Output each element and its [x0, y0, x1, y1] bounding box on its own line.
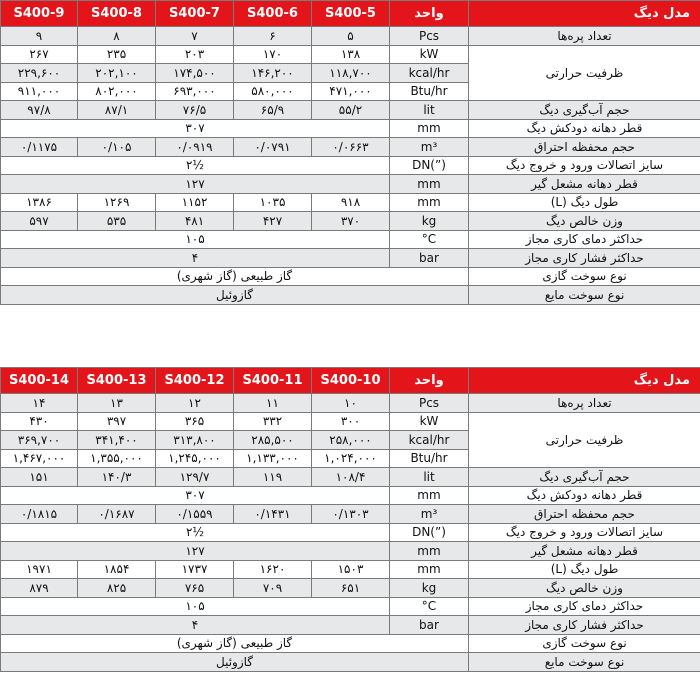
- model-header: S400-14: [1, 368, 78, 394]
- value-cell: ۳۴۱,۴۰۰: [78, 431, 156, 450]
- model-header: S400-9: [1, 1, 78, 27]
- value-cell: ۳۶۹,۷۰۰: [1, 431, 78, 450]
- value-cell-merged: ۴: [1, 249, 390, 268]
- value-cell: ۵۸۰,۰۰۰: [234, 82, 312, 101]
- row-label: طول دیگ (L): [469, 193, 700, 212]
- row-burner: [1, 175, 700, 194]
- value-cell: ۱۱: [234, 394, 312, 413]
- row-label: حجم آب‌گیری دیگ: [469, 101, 700, 120]
- value-cell: ۳۶۵: [156, 412, 234, 431]
- model-label-header: مدل دیگ: [469, 1, 700, 27]
- value-cell: ۵۵/۲: [312, 101, 390, 120]
- value-cell: ۱۳۸: [312, 45, 390, 64]
- model-header: S400-7: [156, 1, 234, 27]
- row-pressure: [1, 616, 700, 635]
- row-sections: [1, 27, 700, 46]
- value-cell: ۲۰۳: [156, 45, 234, 64]
- row-weight: [1, 212, 700, 231]
- value-cell: ۰/۱۰۵: [78, 138, 156, 157]
- value-cell: ۰/۱۳۰۳: [312, 505, 390, 524]
- value-cell: ۵۹۷: [1, 212, 78, 231]
- value-cell: ۱۰: [312, 394, 390, 413]
- value-cell: ۱,۲۴۵,۰۰۰: [156, 449, 234, 468]
- row-label-capacity: ظرفیت حرارتی: [469, 412, 700, 468]
- row-kw: [1, 45, 700, 64]
- value-cell: ۱,۴۶۷,۰۰۰: [1, 449, 78, 468]
- unit-cell: bar: [390, 249, 469, 268]
- value-cell: ۳۰۰: [312, 412, 390, 431]
- header-row: [1, 1, 700, 27]
- value-cell: ۱۷۰: [234, 45, 312, 64]
- value-cell: ۰/۰۶۶۳: [312, 138, 390, 157]
- unit-header: واحد: [390, 1, 469, 27]
- model-label-header: مدل دیگ: [469, 368, 700, 394]
- row-water: [1, 101, 700, 120]
- value-cell: ۱۷۴,۵۰۰: [156, 64, 234, 83]
- row-weight: [1, 579, 700, 598]
- row-water: [1, 468, 700, 487]
- spec-table-2: [0, 367, 700, 672]
- value-cell: ۹: [1, 27, 78, 46]
- row-connections: [1, 523, 700, 542]
- unit-cell: kW: [390, 45, 469, 64]
- unit-cell: lit: [390, 468, 469, 487]
- unit-cell: lit: [390, 101, 469, 120]
- unit-cell: mm: [390, 542, 469, 561]
- value-cell: ۸۷/۱: [78, 101, 156, 120]
- value-cell: ۴۸۱: [156, 212, 234, 231]
- value-cell: ۲۲۹,۶۰۰: [1, 64, 78, 83]
- value-cell: ۰/۱۸۱۵: [1, 505, 78, 524]
- value-cell: ۱۶۲۰: [234, 560, 312, 579]
- value-cell: ۱۳: [78, 394, 156, 413]
- value-cell-merged: ۳۰۷: [1, 486, 390, 505]
- value-cell: ۶۵/۹: [234, 101, 312, 120]
- row-label: حجم آب‌گیری دیگ: [469, 468, 700, 487]
- value-cell: ۱۴۶,۲۰۰: [234, 64, 312, 83]
- spec-table-1: [0, 0, 700, 305]
- row-length: [1, 560, 700, 579]
- unit-cell: kg: [390, 212, 469, 231]
- value-cell: ۱,۱۳۳,۰۰۰: [234, 449, 312, 468]
- value-cell-merged: ۴: [1, 616, 390, 635]
- row-label: حداکثر دمای کاری مجاز: [469, 230, 700, 249]
- unit-header: واحد: [390, 368, 469, 394]
- value-cell: ۹۱۱,۰۰۰: [1, 82, 78, 101]
- unit-cell: DN(”): [390, 156, 469, 175]
- row-liquid-fuel: [1, 286, 700, 305]
- row-label: حداکثر دمای کاری مجاز: [469, 597, 700, 616]
- value-cell: ۴۳۰: [1, 412, 78, 431]
- value-cell: ۰/۰۷۹۱: [234, 138, 312, 157]
- value-cell: ۲۶۷: [1, 45, 78, 64]
- row-label: قطر دهانه مشعل گیر: [469, 175, 700, 194]
- row-burner: [1, 542, 700, 561]
- value-cell: ۶۹۳,۰۰۰: [156, 82, 234, 101]
- value-cell: ۱۲: [156, 394, 234, 413]
- row-length: [1, 193, 700, 212]
- value-cell: ۱۸۵۴: [78, 560, 156, 579]
- row-flue: [1, 486, 700, 505]
- unit-cell: mm: [390, 175, 469, 194]
- unit-cell: kcal/hr: [390, 64, 469, 83]
- row-label: قطر دهانه دودکش دیگ: [469, 119, 700, 138]
- row-label: طول دیگ (L): [469, 560, 700, 579]
- value-cell: ۸۷۹: [1, 579, 78, 598]
- row-liquid-fuel: [1, 653, 700, 672]
- model-header: S400-5: [312, 1, 390, 27]
- row-label: حداکثر فشار کاری مجاز: [469, 616, 700, 635]
- value-cell: ۱۹۷۱: [1, 560, 78, 579]
- unit-cell: Pcs: [390, 27, 469, 46]
- unit-cell: °C: [390, 597, 469, 616]
- model-header: S400-11: [234, 368, 312, 394]
- row-label: تعداد پره‌ها: [469, 394, 700, 413]
- value-cell: ۱۵۱: [1, 468, 78, 487]
- value-cell: ۲۳۵: [78, 45, 156, 64]
- row-connections: [1, 156, 700, 175]
- unit-cell: mm: [390, 119, 469, 138]
- value-cell: ۱۲۹/۷: [156, 468, 234, 487]
- row-pressure: [1, 249, 700, 268]
- value-cell: ۱۰۳۵: [234, 193, 312, 212]
- row-label: نوع سوخت مایع: [469, 286, 700, 305]
- row-label: وزن خالص دیگ: [469, 579, 700, 598]
- model-header: S400-10: [312, 368, 390, 394]
- value-cell: ۴۷۱,۰۰۰: [312, 82, 390, 101]
- value-cell-merged: ۱۲۷: [1, 175, 390, 194]
- value-cell: ۰/۱۱۷۵: [1, 138, 78, 157]
- row-flue: [1, 119, 700, 138]
- row-chamber: [1, 138, 700, 157]
- value-cell: ۸۰۲,۰۰۰: [78, 82, 156, 101]
- model-header: S400-12: [156, 368, 234, 394]
- value-cell-merged: گاز طبیعی (گاز شهری): [1, 267, 469, 286]
- value-cell: ۸: [78, 27, 156, 46]
- value-cell: ۵۳۵: [78, 212, 156, 231]
- value-cell: ۱۲۶۹: [78, 193, 156, 212]
- row-gas-fuel: [1, 634, 700, 653]
- value-cell: ۳۱۳,۸۰۰: [156, 431, 234, 450]
- value-cell: ۶۵۱: [312, 579, 390, 598]
- value-cell: ۴۲۷: [234, 212, 312, 231]
- row-label: نوع سوخت گازی: [469, 267, 700, 286]
- value-cell: ۱۱۵۲: [156, 193, 234, 212]
- value-cell: ۱,۳۵۵,۰۰۰: [78, 449, 156, 468]
- value-cell: ۳۹۷: [78, 412, 156, 431]
- unit-cell: m³: [390, 505, 469, 524]
- row-chamber: [1, 505, 700, 524]
- value-cell: ۱,۰۲۴,۰۰۰: [312, 449, 390, 468]
- value-cell: ۵: [312, 27, 390, 46]
- value-cell: ۳۷۰: [312, 212, 390, 231]
- row-label: حجم محفظه احتراق: [469, 505, 700, 524]
- value-cell: ۰/۱۴۳۱: [234, 505, 312, 524]
- row-label-capacity: ظرفیت حرارتی: [469, 45, 700, 101]
- value-cell: ۱۷۳۷: [156, 560, 234, 579]
- value-cell-merged: ۱۰۵: [1, 597, 390, 616]
- value-cell: ۶: [234, 27, 312, 46]
- unit-cell: mm: [390, 486, 469, 505]
- row-label: سایز اتصالات ورود و خروج دیگ: [469, 156, 700, 175]
- value-cell: ۷۶/۵: [156, 101, 234, 120]
- row-label: نوع سوخت گازی: [469, 634, 700, 653]
- value-cell: ۱۰۸/۴: [312, 468, 390, 487]
- value-cell-merged: ۲½: [1, 156, 390, 175]
- row-label: سایز اتصالات ورود و خروج دیگ: [469, 523, 700, 542]
- value-cell: ۱۴۰/۳: [78, 468, 156, 487]
- value-cell: ۲۸۵,۵۰۰: [234, 431, 312, 450]
- value-cell-merged: ۱۰۵: [1, 230, 390, 249]
- value-cell: ۱۴: [1, 394, 78, 413]
- value-cell: ۱۳۸۶: [1, 193, 78, 212]
- row-label: تعداد پره‌ها: [469, 27, 700, 46]
- value-cell: ۹۱۸: [312, 193, 390, 212]
- row-kw: [1, 412, 700, 431]
- model-header: S400-6: [234, 1, 312, 27]
- unit-cell: Pcs: [390, 394, 469, 413]
- unit-cell: kcal/hr: [390, 431, 469, 450]
- unit-cell: bar: [390, 616, 469, 635]
- value-cell-merged: ۳۰۷: [1, 119, 390, 138]
- row-temperature: [1, 230, 700, 249]
- model-header: S400-13: [78, 368, 156, 394]
- value-cell: ۸۲۵: [78, 579, 156, 598]
- unit-cell: Btu/hr: [390, 449, 469, 468]
- row-label: نوع سوخت مایع: [469, 653, 700, 672]
- unit-cell: °C: [390, 230, 469, 249]
- value-cell: ۱۵۰۳: [312, 560, 390, 579]
- row-label: حداکثر فشار کاری مجاز: [469, 249, 700, 268]
- value-cell: ۰/۱۶۸۷: [78, 505, 156, 524]
- value-cell: ۷: [156, 27, 234, 46]
- unit-cell: kW: [390, 412, 469, 431]
- row-temperature: [1, 597, 700, 616]
- unit-cell: kg: [390, 579, 469, 598]
- value-cell-merged: ۲½: [1, 523, 390, 542]
- value-cell: ۷۶۵: [156, 579, 234, 598]
- row-sections: [1, 394, 700, 413]
- row-label: قطر دهانه مشعل گیر: [469, 542, 700, 561]
- value-cell: ۰/۱۵۵۹: [156, 505, 234, 524]
- unit-cell: m³: [390, 138, 469, 157]
- unit-cell: mm: [390, 193, 469, 212]
- unit-cell: mm: [390, 560, 469, 579]
- value-cell-merged: گازوئیل: [1, 653, 469, 672]
- model-header: S400-8: [78, 1, 156, 27]
- value-cell: ۷۰۹: [234, 579, 312, 598]
- value-cell: ۲۵۸,۰۰۰: [312, 431, 390, 450]
- unit-cell: Btu/hr: [390, 82, 469, 101]
- header-row: [1, 368, 700, 394]
- row-label: وزن خالص دیگ: [469, 212, 700, 231]
- value-cell: ۲۰۲,۱۰۰: [78, 64, 156, 83]
- value-cell-merged: ۱۲۷: [1, 542, 390, 561]
- value-cell: ۹۷/۸: [1, 101, 78, 120]
- value-cell: ۳۳۲: [234, 412, 312, 431]
- unit-cell: DN(”): [390, 523, 469, 542]
- value-cell-merged: گاز طبیعی (گاز شهری): [1, 634, 469, 653]
- value-cell: ۱۱۸,۷۰۰: [312, 64, 390, 83]
- value-cell: ۰/۰۹۱۹: [156, 138, 234, 157]
- row-gas-fuel: [1, 267, 700, 286]
- row-label: قطر دهانه دودکش دیگ: [469, 486, 700, 505]
- value-cell-merged: گازوئیل: [1, 286, 469, 305]
- value-cell: ۱۱۹: [234, 468, 312, 487]
- row-label: حجم محفظه احتراق: [469, 138, 700, 157]
